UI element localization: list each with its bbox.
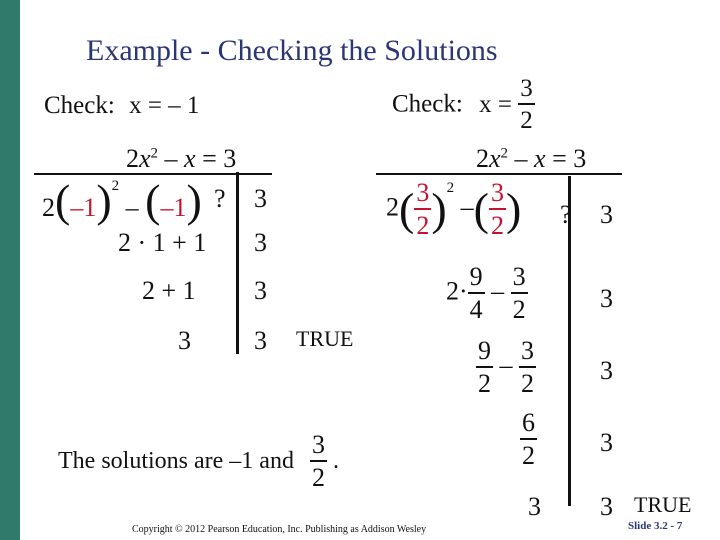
right-verdict: TRUE [634,492,692,517]
right-row3-lhs: $\frac{9}{2}$ – $\frac{3}{2}$ [478,336,534,398]
left-row2-rhs: 3 [254,228,267,257]
left-verdict: TRUE [296,326,354,351]
left-check-divider [236,172,239,354]
right-check-fraction-num: 3 [520,75,533,102]
right-row4-rhs: 3 [600,428,613,457]
right-equation: $2x^2 - x = 3$ [476,144,587,173]
right-row3-rhs: 3 [600,356,613,385]
left-row2-lhs: 2 · 1 + 1 [118,228,207,257]
right-check-fraction [518,76,535,133]
left-row3-lhs: 2 + 1 [142,276,196,305]
slide-title: Example - Checking the Solutions [86,34,498,67]
conclusion-period: . [332,448,339,474]
right-check-xeq: x = [479,90,512,118]
conclusion-text: The solutions are –1 and [58,448,294,474]
conclusion-fraction-den: 2 [310,460,327,491]
right-row1-question: ? [560,200,572,229]
left-row3-rhs: 3 [254,276,267,305]
conclusion-fraction-num: 3 [311,430,325,459]
left-equation: $2x^2 - x = 3$ [126,144,237,173]
accent-bar [0,0,20,540]
right-row2-rhs: 3 [600,284,613,313]
left-row1-rhs: 3 [254,184,267,213]
left-row4-rhs: 3 [254,326,267,355]
right-check-fraction-den: 2 [518,103,535,133]
right-row5-rhs: 3 [600,492,613,521]
right-row2-lhs: 2· $\frac{9}{4}$ – $\frac{3}{2}$ [446,262,526,324]
conclusion-fraction [310,432,327,491]
right-check-label: Check: [392,90,463,118]
copyright: Copyright © 2012 Pearson Education, Inc. Publishing as Addison Wesley [132,524,427,535]
conclusion [58,432,339,491]
left-check-label: Check: [44,92,115,119]
left-check-value: x = – 1 [129,92,200,119]
slide-number: Slide 3.2 - 7 [628,520,683,532]
left-row4-lhs: 3 [178,326,191,355]
right-check-heading [392,76,535,133]
right-row5-lhs: 3 [528,492,541,521]
right-equation-rule [376,173,622,175]
right-row1-rhs: 3 [600,200,613,229]
right-row4-lhs: $\frac{6}{2}$ [522,408,535,470]
right-row1-expression: 2( $\frac{3}{2}$ )$^2$ –( $\frac{3}{2}$ ) [386,178,522,240]
left-row1-expression: $2(-1)^2 - (-1)$ [42,175,202,226]
left-row1-question: ? [214,184,226,213]
left-check-heading [44,92,199,120]
